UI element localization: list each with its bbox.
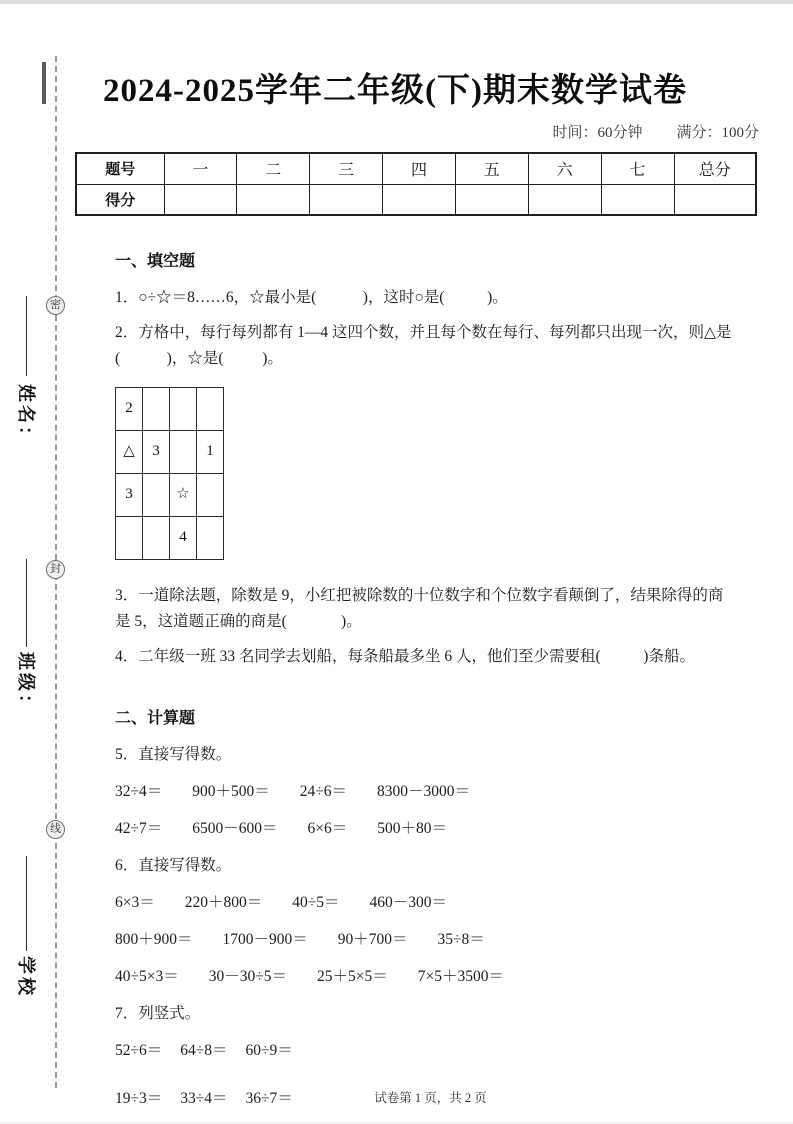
score-row-label: 得分 — [76, 184, 164, 215]
expression: 32÷4＝ — [115, 782, 163, 800]
score-empty-cell — [528, 184, 601, 215]
puzzle-row — [116, 473, 224, 516]
question-6-row — [115, 928, 747, 952]
score-table — [75, 152, 757, 216]
puzzle-cell: 3 — [116, 473, 143, 516]
school-label: 学校 — [16, 956, 36, 998]
score-header-cell: 一 — [164, 153, 237, 184]
score-header-cell: 三 — [310, 153, 383, 184]
puzzle-cell — [143, 387, 170, 430]
number-puzzle-grid — [115, 387, 224, 560]
question-7-row — [115, 1039, 747, 1063]
seal-char-mi: 密 — [46, 296, 65, 315]
expression: 42÷7＝ — [115, 819, 163, 837]
question-2-line1: 2．方格中，每行每列都有 1—4 这四个数，并且每个数在每行、每列都只出现一次，则△是 — [115, 323, 732, 341]
exam-title: 2024-2025学年二年级(下)期末数学试卷 — [103, 73, 687, 109]
score-table-score-row — [76, 184, 756, 215]
exam-meta — [75, 121, 759, 142]
question-2-line2: ( )，☆是( )。 — [115, 349, 283, 367]
expression: 6×3＝ — [115, 893, 155, 911]
score-table-header-row — [76, 153, 756, 184]
questions-area — [115, 250, 747, 1111]
score-header-cell: 二 — [237, 153, 310, 184]
question-6-label: 6．直接写得数。 — [115, 856, 232, 874]
question-5-label: 5．直接写得数。 — [115, 745, 232, 763]
expression: 35÷8＝ — [437, 930, 485, 948]
question-1: 1．○÷☆＝8……6，☆最小是( )，这时○是( )。 — [115, 288, 508, 306]
expression: 1700－900＝ — [222, 930, 308, 948]
full-score: 满分：100分 — [676, 125, 759, 141]
score-empty-cell — [310, 184, 383, 215]
score-header-cell: 总分 — [674, 153, 756, 184]
expression: 30－30÷5＝ — [208, 967, 288, 985]
puzzle-cell — [143, 473, 170, 516]
puzzle-cell — [197, 473, 224, 516]
score-header-cell: 题号 — [76, 153, 164, 184]
question-6-row — [115, 965, 747, 989]
class-blank-line — [26, 559, 27, 647]
page-footer: 试卷第 1 页，共 2 页 — [374, 1091, 487, 1105]
expression: 460－300＝ — [369, 893, 448, 911]
puzzle-cell — [116, 516, 143, 559]
expression: 500＋80＝ — [377, 819, 448, 837]
score-empty-cell — [674, 184, 756, 215]
name-label: 姓名： — [16, 384, 36, 447]
puzzle-cell: 4 — [170, 516, 197, 559]
puzzle-cell: 1 — [197, 430, 224, 473]
expression: 33÷4＝ — [180, 1089, 228, 1107]
score-empty-cell — [164, 184, 237, 215]
score-empty-cell — [383, 184, 456, 215]
score-header-cell: 七 — [601, 153, 674, 184]
score-header-cell: 五 — [455, 153, 528, 184]
expression: 25＋5×5＝ — [317, 967, 388, 985]
exam-content — [75, 56, 765, 1124]
expression: 6×6＝ — [307, 819, 348, 837]
question-4: 4．二年级一班 33 名同学去划船，每条船最多坐 6 人，他们至少需要租( )条船。 — [115, 647, 695, 665]
expression: 90＋700＝ — [337, 930, 408, 948]
scan-corner-mark — [42, 62, 46, 104]
name-blank-line — [26, 296, 27, 376]
section-heading-fill: 一、填空题 — [115, 253, 196, 270]
puzzle-cell: 3 — [143, 430, 170, 473]
expression: 6500－600＝ — [192, 819, 278, 837]
expression: 40÷5×3＝ — [115, 967, 179, 985]
score-empty-cell — [601, 184, 674, 215]
expression: 24÷6＝ — [299, 782, 348, 800]
school-blank-line — [26, 856, 27, 951]
question-3-line1: 3．一道除法题，除数是 9，小红把被除数的十位数字和个位数字看颠倒了，结果除得的商 — [115, 586, 724, 604]
puzzle-cell — [170, 430, 197, 473]
section-heading-calc: 二、计算题 — [115, 709, 196, 727]
puzzle-cell — [197, 387, 224, 430]
score-header-cell: 六 — [528, 153, 601, 184]
expression: 19÷3＝ — [115, 1089, 163, 1107]
puzzle-cell — [143, 516, 170, 559]
seal-char-feng: 封 — [46, 560, 65, 579]
question-7-label: 7．列竖式。 — [115, 1004, 201, 1022]
class-label: 班级： — [16, 652, 36, 715]
score-empty-cell — [455, 184, 528, 215]
question-5-row — [115, 817, 747, 841]
puzzle-row — [116, 430, 224, 473]
question-6-row — [115, 891, 747, 915]
puzzle-cell: 2 — [116, 387, 143, 430]
expression: 40÷5＝ — [292, 893, 340, 911]
expression: 7×5＋3500＝ — [417, 967, 505, 985]
expression: 800＋900＝ — [115, 930, 193, 948]
expression: 52÷6＝ — [115, 1041, 163, 1059]
expression: 8300－3000＝ — [377, 782, 471, 800]
puzzle-row — [116, 516, 224, 559]
time-limit: 时间：60分钟 — [552, 125, 643, 141]
expression: 64÷8＝ — [180, 1041, 228, 1059]
puzzle-cell — [197, 516, 224, 559]
puzzle-cell: △ — [116, 430, 143, 473]
question-3-line2: 是 5，这道题正确的商是( )。 — [115, 612, 362, 630]
expression: 220＋800＝ — [184, 893, 263, 911]
expression: 60÷9＝ — [245, 1041, 293, 1059]
expression: 900＋500＝ — [192, 782, 270, 800]
puzzle-row — [116, 387, 224, 430]
score-empty-cell — [237, 184, 310, 215]
expression: 36÷7＝ — [245, 1089, 293, 1107]
seal-char-xian: 线 — [46, 820, 65, 839]
score-header-cell: 四 — [383, 153, 456, 184]
puzzle-cell — [170, 387, 197, 430]
puzzle-cell: ☆ — [170, 473, 197, 516]
question-5-row — [115, 780, 747, 804]
